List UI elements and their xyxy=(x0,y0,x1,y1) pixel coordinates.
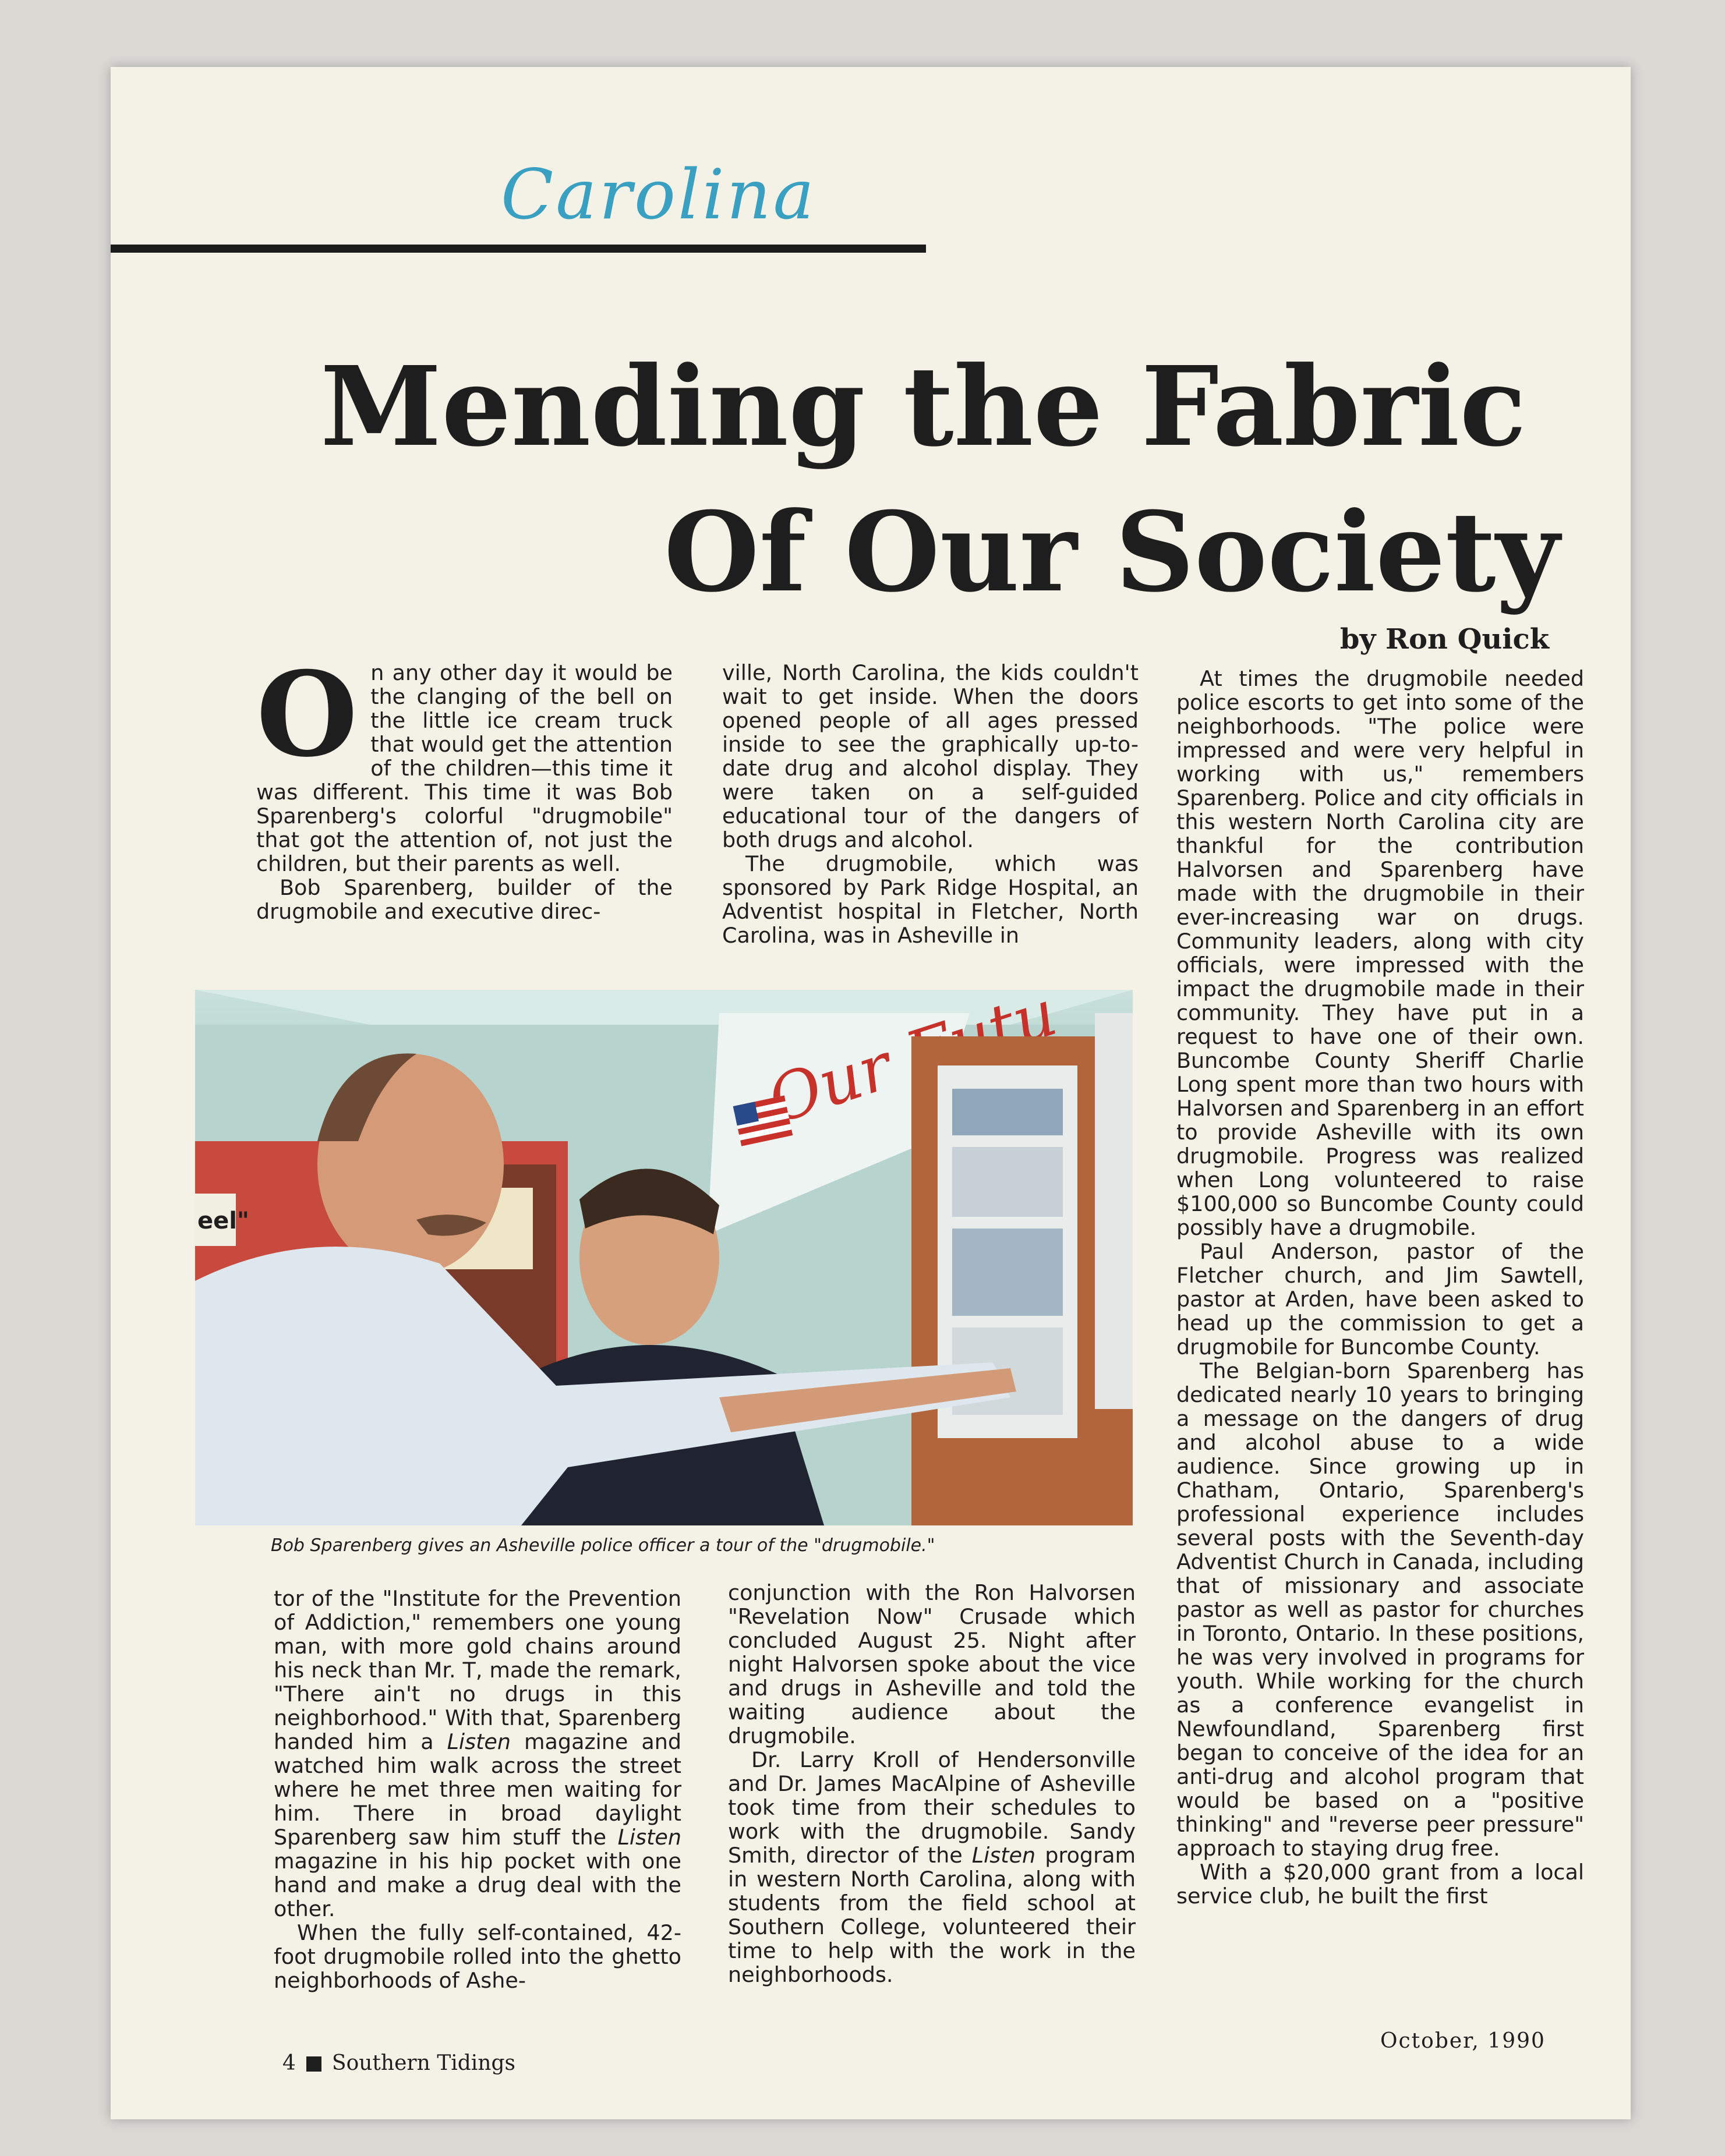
magazine-title: Listen xyxy=(617,1825,681,1850)
paragraph-text: n any other day it would be the clanging of the bell on the little ice cream truck that would get the attention of the children—this time it was different. This time it was Bob Sparenberg's colorful "drugmobile" that got the attention of, not just the children, but their parents as well. xyxy=(256,661,673,876)
paragraph: ville, North Carolina, the kids couldn't wait to get inside. When the doors opened people of all ages pressed inside to see the graphically up-to-date drug and alcohol display. They were taken on a self-guided educational tour of the dangers of both drugs and alcohol. xyxy=(722,661,1139,852)
paragraph-text: Dr. Larry Kroll of Hendersonville and Dr. James MacAlpine of Asheville took time from their schedules to work with the drugmobile. Sandy Smith, director of the xyxy=(728,1747,1136,1868)
square-bullet-icon xyxy=(306,2056,321,2072)
paragraph: With a $20,000 grant from a local service club, he built the first xyxy=(1176,1860,1584,1909)
paragraph-text: magazine in his hip pocket with one hand and make a drug deal with the other. xyxy=(274,1849,681,1921)
article-column-1-top xyxy=(256,661,673,1004)
paragraph: At times the drugmobile needed police escorts to get into some of the neighborhoods. "The police were impressed and were very helpful in working with us," remembers Sparenberg. Police and city officials in this western North Carolina city are thankful for the contribution Halvorsen and Sparenberg have made with the drugmobile in their ever-increasing war on drugs. Community leaders, along with city officials, were impressed with the impact the drugmobile made in their community. They have put in a request to have one of their own. Buncombe County Sheriff Charlie Long spent more than two hours with Halvorsen and Sparenberg in an effort to provide Asheville with its own drugmobile. Progress was realized when Long volunteered to raise $100,000 so Buncombe County could possibly have a drugmobile. xyxy=(1176,667,1584,1240)
paragraph xyxy=(274,1587,681,1921)
left-sign-text: eel" xyxy=(197,1208,249,1234)
photo-illustration xyxy=(195,990,1133,1525)
paragraph-text: magazine and watched him walk across the street where he met three men waiting for him. There in broad daylight Sparenberg saw him stuff the xyxy=(274,1729,681,1850)
issue-date: October, 1990 xyxy=(1380,2029,1546,2053)
display-panel-2 xyxy=(1095,1013,1133,1409)
section-label: Carolina xyxy=(501,154,816,235)
paragraph: Paul Anderson, pastor of the Fletcher church, and Jim Sawtell, pastor at Arden, have been asked to head up the commission to get a drugmobile for Buncombe County. xyxy=(1176,1239,1584,1360)
paragraph xyxy=(256,661,673,876)
page-footer xyxy=(282,2051,515,2075)
photo-caption: Bob Sparenberg gives an Asheville police officer a tour of the "drugmobile." xyxy=(271,1535,935,1556)
page-number: 4 xyxy=(282,2051,296,2075)
headline-line-2: Of Our Society xyxy=(664,488,1560,617)
paragraph: Bob Sparenberg, builder of the drugmobile and executive direc- xyxy=(256,875,673,924)
article-column-1-bottom xyxy=(274,1587,681,2029)
publication-name: Southern Tidings xyxy=(331,2051,516,2075)
paragraph-text: tor of the "Institute for the Prevention of Addiction," remembers one young man, with more gold chains around his neck than Mr. T, made the remark, "There ain't no drugs in this neighborhood." With that, Sparenberg handed him a xyxy=(274,1587,681,1754)
article-column-2-bottom xyxy=(728,1581,1136,2029)
paragraph: conjunction with the Ron Halvorsen "Revelation Now" Crusade which concluded August 25. Night after night Halvorsen spoke about the vice and drugs in Asheville and told the waiting audience about the drugmobile. xyxy=(728,1581,1136,1748)
magazine-page xyxy=(111,67,1631,2119)
drop-cap: O xyxy=(256,661,358,783)
section-rule xyxy=(111,245,926,253)
headline-line-1: Mending the Fabric xyxy=(320,342,1526,471)
banner-text: Our xyxy=(759,1028,901,1138)
byline: by Ron Quick xyxy=(1339,623,1549,656)
article-photo xyxy=(195,990,1133,1525)
article-column-3 xyxy=(1176,667,1584,2017)
article-column-2-top xyxy=(722,661,1139,1004)
paragraph: The Belgian-born Sparenberg has dedicated nearly 10 years to bringing a message on the dangers of drug and alcohol abuse to a wide audience. Since growing up in Chatham, Ontario, Sparenberg's professional experience includes several posts with the Seventh-day Adventist Church in Canada, including that of missionary and associate pastor as well as pastor for churches in Toronto, Ontario. In these positions, he was very involved in programs for youth. While working for the church as a conference evangelist in Newfoundland, Sparenberg first began to conceive of the idea for an anti-drug and alcohol program that would be based on a "positive thinking" and "reverse peer pressure" approach to staying drug free. xyxy=(1176,1358,1584,1861)
program-title: Listen xyxy=(971,1843,1036,1868)
paragraph: The drugmobile, which was sponsored by Park Ridge Hospital, an Adventist hospital in Fletcher, North Carolina, was in Asheville in xyxy=(722,851,1139,948)
magazine-title: Listen xyxy=(447,1729,511,1754)
paragraph xyxy=(728,1748,1136,1987)
paragraph: When the fully self-contained, 42-foot drugmobile rolled into the ghetto neighborhoods of Ashe- xyxy=(274,1920,681,1993)
paragraph-text: program in western North Carolina, along with students from the field school at Southern College, volunteered their time to help with the work in the neighborhoods. xyxy=(728,1843,1136,1987)
